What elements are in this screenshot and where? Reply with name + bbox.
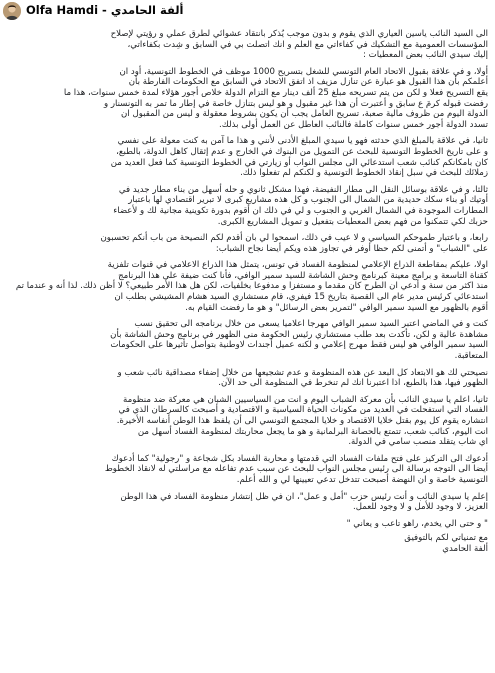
post-paragraph: كنت و في الماضي اعتبر السيد سمير الوافي مهرجا اعلاميا يسعى من خلال برنامجه الى تحقيق نسب مشاهدة عالية و لكن، تأكدت بعد طلب مستشاري رئيس الحكومة منى الظهور في برنامج وحش الشاشة بأن السيد سمير الوافي هو ليس فقط مهرج إعلامي و لكنه عميل أجندات لاوطنية بتواصل تأثيرها على الحكومات المتعاقبة. [110,319,488,362]
post-paragraph: الى السيد النائب ياسين العياري الذي يقوم و بدون موجب يُذكر بانتقاد عشوائي لطرق عملي و رؤيتي لإصلاح المؤسسات العمومية مع التشكيك في كفاءاتي مع العلم و انك اتصلت بي في السابق و شِدت بكفاءاتي، إليك سيدي النائب بعض المعطيات : [110,29,488,61]
avatar[interactable] [3,2,21,20]
post-paragraph: ثانيا، اعلم يا سيدي النائب بأن معركة الشباب اليوم و انت من السياسيين الشبان هي معركة ضد منظومة الفساد التي استفحلت في العديد من مكونات الحياة السياسية و الاقتصادية و أصبحت كالسرطان الذي في انتشاره يقوم كل يوم بقتل خلايا الاقتصاد و خلايا المجتمع التونسي الى أن يلفظ هذا الوطن أنفاسه الأخيرة. انت اليوم، كنائب شعب، تتمتع بالحصانة البرلمانية و هو ما يجعل محاربتك لمنظومة الفساد أسهل من اي شاب يتقلد منصب سامي في الدولة. [116,394,488,448]
post-quote: " و حتى الي يخدم، راهو تاعب و يعاني " [346,518,488,529]
post-paragraph: ثالثا، و في علاقة بوسائل النقل الى مطار النفيضة، فهذا مشكل ثانوي و حله أسهل من بناء مطار جديد في أوتيك أو بناء سكك حديدية من الشمال الى الجنوب و كل هذه مشاريع كبرى لا تبرير اقتصادي لها باعتبار المطارات الموجودة في الشمال الغربي و الجنوب و لي في ذلك ان أقوم بدورة تكوينية مجانية لك و لأعضاء حزبك لكي تتمكنوا من فهم بعض المعطيات بتفعيل و تمويل المشاريع الكبرى. [113,184,488,227]
post-header [0,0,495,22]
post-paragraph: رابعا، و باعتبار طموحكم السياسي و لا عيب في ذلك، اسمحوا لي بان أقدم لكم النصيحة من باب أنكم تحسبون على "الشباب" و أتمنى لكم حظا أوفر في تجاوز هذه ويكم أيضا نجاح الشباب: [100,233,488,254]
post-signature: مع تمنياتي لكم بالتوفيق ألفة الحامدي [404,533,488,554]
post-paragraph: نصيحتي لك هو الابتعاد كل البعد عن هذه المنظومة و عدم تشجيعها من خلال إضفاء مصداقية نائب شعب و الظهور فيها، هذا بالطبع، اذا اعتبرنا انك لم تنخرط في المنظومة الى حد الآن. [117,367,488,389]
post-paragraph: اولا، عليكم بمقاطعة الذراع الإعلامي لمنظومة الفساد في تونس، يتمثل هذا الذراع الاعلامي في قنوات تلفزية كقناة التاسعة و برامج معينة كبرنامج وحش الشاشة للسيد سمير الوافي، فأنا كنت ضيفة على هذا البرنامج منذ اكثر من سنة و أدعي ان الطرح كان مقدما و مستفزا و مدفوعا بخلفيات، لكن هل هذا الأمر طبيعي؟ لا أظن ذلك. لذا أنه و عندما تم استدعائي كرئيس مدير عام الى القصبة بتاريخ 15 فيفري، قام مستشاري السيد هشام المشيشي بطلب ان أقوم بالظهور مع السيد سمير الوافي "لتمرير بعض الرسائل" و هو ما رفضت القيام به. [15,260,488,313]
author-name[interactable]: Olfa Hamdi - ألفة الحامدي [26,3,184,17]
post-paragraph: إعلم يا سيدي النائب و أنت رئيس حزب "أمل و عمل"، ان في ظل إنتشار منظومة الفساد في هذا الوطن العزيز، لا وجود للأمل و لا وجود للعمل. [120,491,488,513]
post-paragraph: ثانيا، في علاقة بالمبلغ الذي حدثته فهو يا سيدي المبلغ الأدنى لأنني و هذا ما آمن به كنت معولة على نفسي و على تاريخ الخطوط التونسية للبحث عن التمويل من البنوك في الخارج و عدم إثقال كاهل الدولة، بالطبع، كان بامكانكم كنائب شعب استدعائي الى مجلس النواب أو زيارتي في الخطوط التونسية كما فعل العديد من زملائك للبحث في سبل إنقاذ الخطوط التونسية و لكنكم لم تفعلوا ذلك. [110,136,488,179]
post-paragraph: أدعوك الى التركيز على فتح ملفات الفساد التي قدمتها و محاربة الفساد بكل شجاعة و "رجولية" كما أدعوك أيضا الى التوجه برسالة الى رئيس مجلس النواب للبحث عن سبب عدم تفاعله مع مراسلتي له لانقاذ الخطوط التونسية خاصة و ان النهضة أصبحت تتدخل تدعي تعيينها لي و الله أعلم. [104,453,488,485]
post-body [8,29,488,555]
profile-photo-icon [3,2,21,20]
post-paragraph: أولا، و في علاقة بقبول الاتحاد العام التونسي للشغل بتسريح 1000 موظف في الخطوط التونسية، أود ان أعلمكم بأن هذا القبول هو عبارة عن تنازل مزيف اذ اتفق الاتحاد في السابق مع الحكومات الفارطة بأن يقع التسريح فعلا و لكن من يتم تسريحه مبلغ 25 ألف دينار مع التزام الدولة خلاص أجور هؤلاء لمدة خمس سنوات، هذا ما رفضت قبوله كرمَ ع سابق و أعتبرت أن هذا غير مقبول و هو ليس بتنازل خاصة في إطار ما تمر به التونسنار و الدولة اليوم من ظروف مالية صعبة، تسريح العامل يجب أن يكون بشروط معقولة و ليس من المقبول ان تسدد الدولة أجور خمس سنوات كاملة فالنائب العاطل عن العمل أولى بذلك. [63,66,488,130]
